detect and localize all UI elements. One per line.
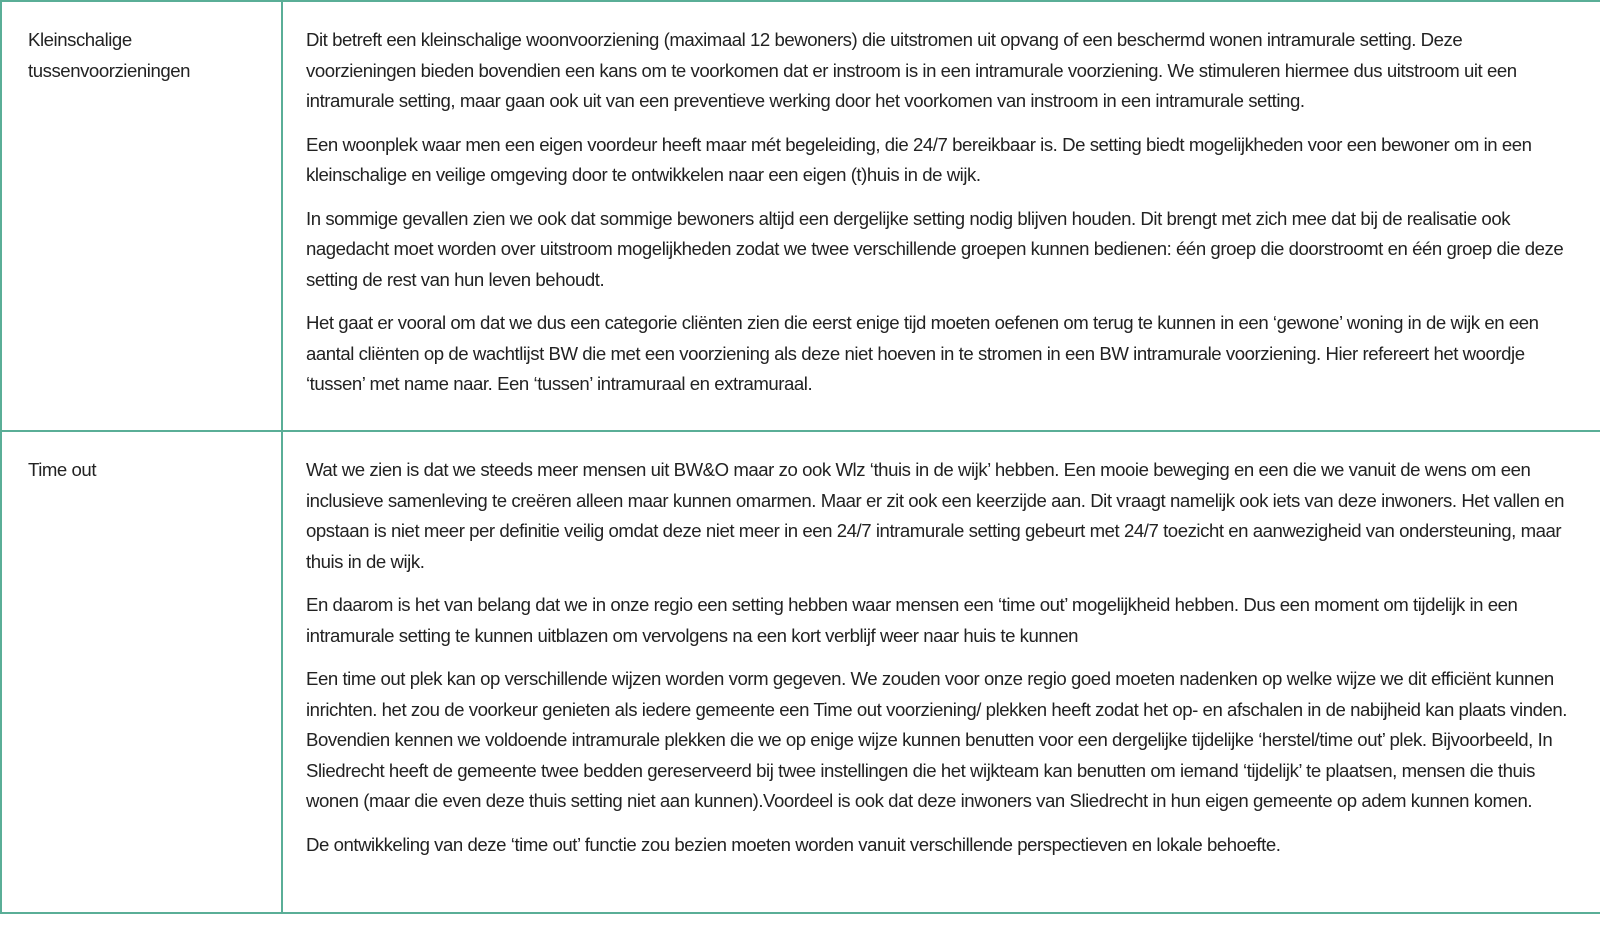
row-label-cell — [1, 431, 282, 913]
table-row — [1, 1, 1600, 431]
paragraph: Een time out plek kan op verschillende wijzen worden vorm gegeven. We zouden voor onze regio goed moeten nadenken op welke wijze we dit efficiënt kunnen inrichten. het zou de voorkeur genieten als iedere gemeente een Time out voorziening/ plekken heeft zodat het op- en afschalen in de nabijheid kan plaats vinden. Bovendien kennen we voldoende intramurale plekken die we op enige wijze kunnen benutten voor een dergelijke tijdelijke ‘herstel/time out’ plek. Bijvoorbeeld, In Sliedrecht heeft de gemeente twee bedden gereserveerd bij twee instellingen die het wijkteam kan benutten om iemand ‘tijdelijk’ te plaatsen, mensen die thuis wonen (maar die even deze thuis setting niet aan kunnen).Voordeel is ook dat deze inwoners van Sliedrecht in hun eigen gemeente op adem kunnen komen. — [306, 668, 1567, 811]
row-label: Time out — [28, 459, 97, 480]
paragraph: De ontwikkeling van deze ‘time out’ functie zou bezien moeten worden vanuit verschillende perspectieven en lokale behoefte. — [306, 833, 1281, 855]
table-row — [1, 431, 1600, 913]
row-label: Kleinschalige tussenvoorzieningen — [28, 29, 191, 81]
paragraph: Een woonplek waar men een eigen voordeur heeft maar mét begeleiding, die 24/7 bereikbaar is. De setting biedt mogelijkheden voor een bewoner om in een kleinschalige en veilige omgeving door te ontwikkelen naar een eigen (t)huis in de wijk. — [306, 133, 1532, 185]
paragraph: En daarom is het van belang dat we in onze regio een setting hebben waar mensen een ‘time out’ mogelijkheid hebben. Dus een moment om tijdelijk in een intramurale setting te kunnen uitblazen om vervolgens na een kort verblijf weer naar huis te kunnen — [306, 594, 1518, 646]
paragraph: Wat we zien is dat we steeds meer mensen uit BW&O maar zo ook Wlz ‘thuis in de wijk’ hebben. Een mooie beweging en een die we vanuit de wens om een inclusieve samenleving te creëren alleen maar kunnen omarmen. Maar er zit ook een keerzijde aan. Dit vraagt namelijk ook iets van deze inwoners. Het vallen en opstaan is niet meer per definitie veilig omdat deze niet meer in een 24/7 intramurale setting gebeurt met 24/7 toezicht en aanwezigheid van ondersteuning, maar thuis in de wijk. — [306, 459, 1565, 572]
row-content-cell — [282, 1, 1600, 431]
paragraph: In sommige gevallen zien we ook dat sommige bewoners altijd een dergelijke setting nodig blijven houden. Dit brengt met zich mee dat bij de realisatie ook nagedacht moet worden over uitstroom mogelijkheden zodat we twee verschillende groepen kunnen bedienen: één groep die doorstroomt en één groep die deze setting de rest van hun leven behoudt. — [306, 207, 1564, 290]
row-label-cell — [1, 1, 282, 431]
row-content-cell — [282, 431, 1600, 913]
paragraph: Het gaat er vooral om dat we dus een categorie cliënten zien die eerst enige tijd moeten oefenen om terug te kunnen in een ‘gewone’ woning in de wijk en een aantal cliënten op de wachtlijst BW die met een voorziening als deze niet hoeven in te stromen in een BW intramurale voorziening. Hier refereert het woordje ‘tussen’ met name naar. Een ‘tussen’ intramuraal en extramuraal. — [306, 312, 1539, 394]
paragraph: Dit betreft een kleinschalige woonvoorziening (maximaal 12 bewoners) die uitstromen uit opvang of een beschermd wonen intramurale setting. Deze voorzieningen bieden bovendien een kans om te voorkomen dat er instroom is in een intramurale voorziening. We stimuleren hiermee dus uitstroom uit een intramurale setting, maar gaan ook uit van een preventieve werking door het voorkomen van instroom in een intramurale setting. — [306, 29, 1517, 111]
